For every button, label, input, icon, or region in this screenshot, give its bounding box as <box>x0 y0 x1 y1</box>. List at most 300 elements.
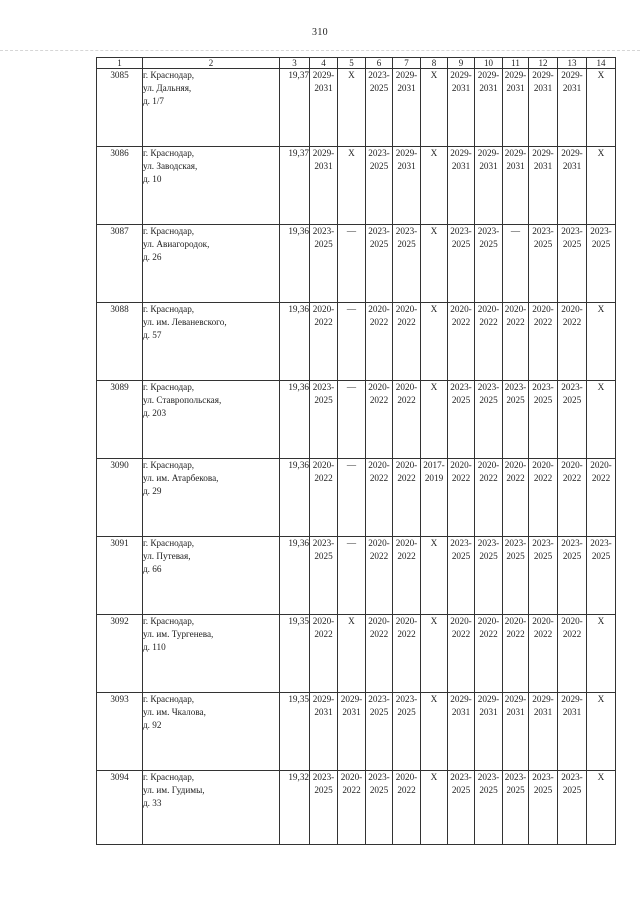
period-text: 2025 <box>314 785 333 795</box>
table-row <box>97 615 616 693</box>
period-cell <box>421 459 448 537</box>
address-cell <box>143 303 280 381</box>
period-text: 2017- <box>423 460 445 470</box>
period-text: 2023- <box>368 694 390 704</box>
period-text: 2025 <box>397 707 416 717</box>
period-text: 2025 <box>562 395 582 405</box>
column-header: 6 <box>366 58 393 69</box>
period-text: 2020- <box>312 304 335 314</box>
period-text: 2025 <box>506 785 525 795</box>
period-text: 2031 <box>533 83 553 93</box>
row-number: 3092 <box>97 615 143 693</box>
period-cell <box>529 771 558 845</box>
column-header: 4 <box>310 58 338 69</box>
period-cell <box>448 771 475 845</box>
period-text: 2023- <box>368 148 390 158</box>
period-cell <box>558 381 587 459</box>
period-cell <box>366 693 393 771</box>
period-cell <box>558 69 587 147</box>
period-cell <box>558 693 587 771</box>
period-text: X <box>430 304 438 314</box>
address-line: ул. Заводская, <box>143 161 198 171</box>
period-text: 2023- <box>368 70 390 80</box>
period-text: 2029- <box>450 694 472 704</box>
period-text: 2020- <box>368 304 390 314</box>
period-text: X <box>430 772 438 782</box>
period-text: 2023- <box>368 772 390 782</box>
period-text: 2022 <box>314 473 333 483</box>
period-cell <box>366 147 393 225</box>
period-text: 2022 <box>451 473 471 483</box>
period-text: 2023- <box>395 694 418 704</box>
period-text: 2025 <box>479 239 498 249</box>
period-cell <box>393 693 421 771</box>
period-cell <box>366 303 393 381</box>
header-row <box>97 58 616 69</box>
period-cell <box>475 771 503 845</box>
period-cell <box>338 303 366 381</box>
period-cell <box>338 381 366 459</box>
period-text: 2025 <box>397 239 416 249</box>
period-cell <box>529 303 558 381</box>
table-row <box>97 693 616 771</box>
period-text: 2020- <box>477 460 500 470</box>
period-text: 2020- <box>532 616 554 626</box>
period-text: 2025 <box>562 551 582 561</box>
period-text: 2031 <box>314 707 333 717</box>
period-text: 2022 <box>369 473 389 483</box>
address-line: ул. им. Чкалова, <box>143 707 206 717</box>
period-cell <box>421 225 448 303</box>
column-header: 10 <box>475 58 503 69</box>
address-line: д. 1/7 <box>143 96 165 106</box>
address-line: д. 203 <box>143 408 167 418</box>
value-cell: 19,36 <box>280 459 310 537</box>
period-cell <box>503 693 529 771</box>
period-cell <box>529 615 558 693</box>
period-text: 2025 <box>479 551 498 561</box>
period-text: 2023- <box>368 226 390 236</box>
period-cell <box>393 303 421 381</box>
period-text: 2029- <box>532 148 554 158</box>
period-cell <box>338 459 366 537</box>
period-cell <box>310 537 338 615</box>
period-text: 2025 <box>451 239 471 249</box>
period-text: 2022 <box>533 317 553 327</box>
period-text: 2023- <box>532 382 554 392</box>
period-text: 2020- <box>504 616 527 626</box>
period-cell <box>448 459 475 537</box>
period-cell <box>421 771 448 845</box>
address-line: г. Краснодар, <box>143 616 195 626</box>
period-cell <box>558 147 587 225</box>
period-text: 2029- <box>395 70 418 80</box>
period-text: 2029- <box>532 694 554 704</box>
period-text: 2025 <box>533 785 553 795</box>
period-text: 2031 <box>506 707 525 717</box>
period-text: 2022 <box>591 473 611 483</box>
period-text: 2022 <box>397 629 416 639</box>
period-cell <box>448 225 475 303</box>
period-cell <box>558 537 587 615</box>
period-cell <box>503 69 529 147</box>
period-text: 2031 <box>314 161 333 171</box>
period-cell <box>310 303 338 381</box>
period-text: X <box>430 226 438 236</box>
period-text: 2023- <box>504 772 527 782</box>
address-line: г. Краснодар, <box>143 694 195 704</box>
period-cell <box>393 147 421 225</box>
period-text: 2020- <box>561 304 583 314</box>
period-cell <box>448 303 475 381</box>
period-cell <box>475 381 503 459</box>
period-text: 2031 <box>479 707 498 717</box>
period-cell <box>503 615 529 693</box>
period-cell <box>366 225 393 303</box>
period-cell <box>529 537 558 615</box>
period-text: 2031 <box>562 707 582 717</box>
period-text: 2020- <box>395 304 418 314</box>
period-cell <box>448 537 475 615</box>
period-cell <box>558 771 587 845</box>
period-cell <box>587 615 616 693</box>
address-line: д. 29 <box>143 486 162 496</box>
period-text: 2031 <box>533 161 553 171</box>
value-cell: 19,36 <box>280 537 310 615</box>
period-cell <box>448 381 475 459</box>
period-cell <box>529 147 558 225</box>
period-text: 2031 <box>451 707 471 717</box>
period-text: 2025 <box>369 83 389 93</box>
period-text: 2031 <box>479 83 498 93</box>
period-text: 2029- <box>504 70 527 80</box>
period-text: 2025 <box>314 395 333 405</box>
period-cell <box>503 459 529 537</box>
period-text: X <box>430 148 438 158</box>
period-text: 2029- <box>532 70 554 80</box>
period-cell <box>475 537 503 615</box>
period-text: 2031 <box>562 83 582 93</box>
row-number: 3090 <box>97 459 143 537</box>
period-cell <box>475 147 503 225</box>
period-text: X <box>348 616 355 626</box>
address-line: ул. им. Леваневского, <box>143 317 227 327</box>
period-text: 2023- <box>450 772 472 782</box>
period-text: 2023- <box>477 538 500 548</box>
period-cell <box>587 69 616 147</box>
period-cell <box>558 459 587 537</box>
period-cell <box>587 693 616 771</box>
period-text: 2023- <box>450 226 472 236</box>
period-text: 2029- <box>561 148 583 158</box>
period-cell <box>310 381 338 459</box>
period-cell <box>421 381 448 459</box>
period-cell <box>529 225 558 303</box>
column-header: 1 <box>97 58 143 69</box>
period-text: 2022 <box>397 473 416 483</box>
column-header: 14 <box>587 58 616 69</box>
period-text: 2023- <box>450 538 472 548</box>
period-text: 2020- <box>340 772 363 782</box>
period-text: 2029- <box>504 694 527 704</box>
page-number: 310 <box>312 27 328 38</box>
period-cell <box>587 225 616 303</box>
period-text: 2020- <box>395 460 418 470</box>
period-text: 2025 <box>479 395 498 405</box>
period-cell <box>448 69 475 147</box>
period-text: 2020- <box>450 460 472 470</box>
period-cell <box>503 147 529 225</box>
column-header: 3 <box>280 58 310 69</box>
period-text: 2025 <box>369 785 389 795</box>
period-text: X <box>597 772 605 782</box>
address-line: д. 92 <box>143 720 162 730</box>
period-text: X <box>597 304 605 314</box>
address-line: г. Краснодар, <box>143 148 195 158</box>
table-row <box>97 69 616 147</box>
period-cell <box>587 147 616 225</box>
address-cell <box>143 381 280 459</box>
period-text: 2029- <box>340 694 363 704</box>
column-header: 11 <box>503 58 529 69</box>
period-text: 2022 <box>562 629 582 639</box>
period-cell <box>393 69 421 147</box>
row-number: 3089 <box>97 381 143 459</box>
period-text: 2025 <box>533 239 553 249</box>
period-text: 2020- <box>450 304 472 314</box>
table-row <box>97 225 616 303</box>
period-text: 2023- <box>561 226 583 236</box>
period-cell <box>393 459 421 537</box>
period-text: 2029- <box>477 70 500 80</box>
period-text: 2025 <box>506 395 525 405</box>
period-text: 2023- <box>561 538 583 548</box>
period-text: 2031 <box>506 161 525 171</box>
period-cell <box>310 693 338 771</box>
period-cell <box>475 459 503 537</box>
period-text: — <box>346 304 357 314</box>
period-text: 2029- <box>312 148 335 158</box>
period-cell <box>587 537 616 615</box>
period-text: 2020- <box>368 460 390 470</box>
period-cell <box>529 693 558 771</box>
period-text: 2020- <box>532 304 554 314</box>
period-cell <box>475 69 503 147</box>
period-text: 2025 <box>506 551 525 561</box>
period-text: 2031 <box>342 707 361 717</box>
period-text: — <box>510 226 521 236</box>
period-cell <box>421 537 448 615</box>
period-text: 2022 <box>562 473 582 483</box>
period-text: X <box>430 538 438 548</box>
period-text: 2020- <box>450 616 472 626</box>
address-line: ул. Дальняя, <box>143 83 192 93</box>
period-text: 2025 <box>451 785 471 795</box>
period-cell <box>558 225 587 303</box>
period-text: 2023- <box>312 226 335 236</box>
period-cell <box>310 147 338 225</box>
period-cell <box>503 225 529 303</box>
period-text: 2020- <box>477 616 500 626</box>
table-body <box>97 69 616 845</box>
period-text: X <box>348 70 355 80</box>
period-text: 2020- <box>561 616 583 626</box>
period-text: 2022 <box>479 473 498 483</box>
period-text: 2025 <box>369 239 389 249</box>
address-line: д. 57 <box>143 330 162 340</box>
period-cell <box>558 303 587 381</box>
address-line: ул. им. Атарбекова, <box>143 473 219 483</box>
period-text: 2022 <box>369 395 389 405</box>
column-header: 8 <box>421 58 448 69</box>
period-text: 2025 <box>369 707 389 717</box>
period-cell <box>421 693 448 771</box>
column-header: 7 <box>393 58 421 69</box>
value-cell: 19,37 <box>280 69 310 147</box>
period-text: 2019 <box>424 473 444 483</box>
row-number: 3094 <box>97 771 143 845</box>
period-text: 2022 <box>397 317 416 327</box>
table-row <box>97 537 616 615</box>
period-cell <box>393 537 421 615</box>
period-text: 2031 <box>397 161 416 171</box>
address-line: г. Краснодар, <box>143 226 195 236</box>
header-rule <box>0 50 640 51</box>
period-cell <box>587 459 616 537</box>
period-cell <box>338 147 366 225</box>
period-text: 2023- <box>590 538 612 548</box>
period-text: 2025 <box>533 395 553 405</box>
address-line: г. Краснодар, <box>143 70 195 80</box>
period-text: 2020- <box>395 616 418 626</box>
period-cell <box>475 693 503 771</box>
column-header: 13 <box>558 58 587 69</box>
period-text: — <box>346 460 357 470</box>
period-text: 2020- <box>312 460 335 470</box>
address-line: ул. Путевая, <box>143 551 191 561</box>
period-text: 2023- <box>504 538 527 548</box>
period-cell <box>503 771 529 845</box>
period-text: 2022 <box>314 629 333 639</box>
address-line: д. 26 <box>143 252 162 262</box>
period-text: 2022 <box>451 629 471 639</box>
period-cell <box>310 459 338 537</box>
period-text: 2020- <box>561 460 583 470</box>
period-cell <box>475 303 503 381</box>
column-header: 5 <box>338 58 366 69</box>
period-text: 2020- <box>312 616 335 626</box>
period-text: 2025 <box>479 785 498 795</box>
period-text: 2022 <box>533 629 553 639</box>
period-cell <box>448 615 475 693</box>
period-text: 2023- <box>312 382 335 392</box>
period-cell <box>366 459 393 537</box>
period-cell <box>366 381 393 459</box>
period-cell <box>338 69 366 147</box>
address-line: ул. им. Гудимы, <box>143 785 205 795</box>
period-text: X <box>430 70 438 80</box>
period-text: 2022 <box>397 551 416 561</box>
period-text: 2022 <box>506 473 525 483</box>
period-text: 2023- <box>477 772 500 782</box>
address-line: г. Краснодар, <box>143 772 195 782</box>
period-cell <box>338 537 366 615</box>
address-line: д. 110 <box>143 642 166 652</box>
period-text: 2025 <box>562 239 582 249</box>
address-line: ул. Авиагородок, <box>143 239 210 249</box>
period-text: 2023- <box>590 226 612 236</box>
period-text: 2020- <box>504 460 527 470</box>
period-text: 2022 <box>479 629 498 639</box>
row-number: 3086 <box>97 147 143 225</box>
period-text: 2025 <box>451 395 471 405</box>
value-cell: 19,35 <box>280 615 310 693</box>
period-text: 2025 <box>369 161 389 171</box>
period-cell <box>448 693 475 771</box>
period-text: X <box>430 616 438 626</box>
period-text: 2022 <box>506 629 525 639</box>
period-cell <box>338 693 366 771</box>
period-cell <box>448 147 475 225</box>
table-row <box>97 771 616 845</box>
period-text: 2031 <box>533 707 553 717</box>
period-text: 2029- <box>477 148 500 158</box>
period-text: X <box>597 148 605 158</box>
period-cell <box>393 771 421 845</box>
period-text: 2025 <box>533 551 553 561</box>
period-text: X <box>430 694 438 704</box>
period-text: 2023- <box>477 226 500 236</box>
column-header: 9 <box>448 58 475 69</box>
period-text: 2031 <box>397 83 416 93</box>
period-text: 2022 <box>397 785 416 795</box>
period-cell <box>338 225 366 303</box>
period-cell <box>475 615 503 693</box>
address-line: г. Краснодар, <box>143 538 195 548</box>
period-text: 2022 <box>533 473 553 483</box>
period-text: 2031 <box>451 161 471 171</box>
table-row <box>97 381 616 459</box>
period-text: X <box>430 382 438 392</box>
address-cell <box>143 459 280 537</box>
period-text: 2022 <box>506 317 525 327</box>
row-number: 3087 <box>97 225 143 303</box>
period-text: 2022 <box>314 317 333 327</box>
period-text: 2020- <box>532 460 554 470</box>
period-text: 2023- <box>450 382 472 392</box>
period-cell <box>310 771 338 845</box>
value-cell: 19,35 <box>280 693 310 771</box>
period-text: 2022 <box>451 317 471 327</box>
period-text: X <box>597 70 605 80</box>
period-cell <box>366 771 393 845</box>
period-text: 2023- <box>532 226 554 236</box>
period-text: 2022 <box>369 317 389 327</box>
period-text: 2022 <box>562 317 582 327</box>
period-cell <box>393 615 421 693</box>
period-cell <box>475 225 503 303</box>
period-cell <box>503 537 529 615</box>
address-cell <box>143 69 280 147</box>
period-cell <box>421 69 448 147</box>
period-cell <box>310 69 338 147</box>
period-text: — <box>346 538 357 548</box>
period-text: 2023- <box>477 382 500 392</box>
column-header: 2 <box>143 58 280 69</box>
schedule-table <box>96 57 616 845</box>
row-number: 3088 <box>97 303 143 381</box>
address-line: д. 33 <box>143 798 162 808</box>
